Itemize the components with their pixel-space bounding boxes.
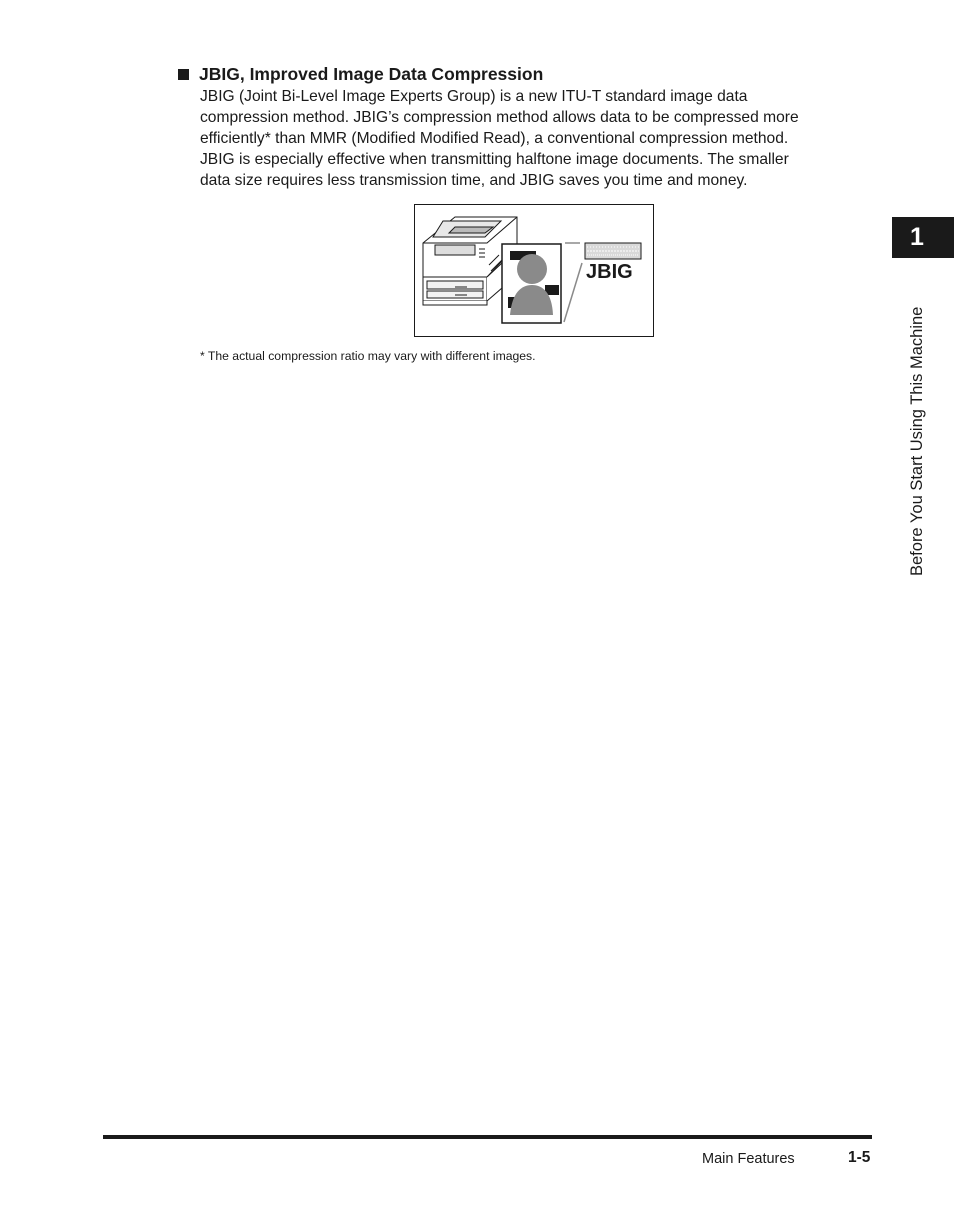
paragraph-line: JBIG (Joint Bi-Level Image Experts Group) is a new ITU-T standard image data [200, 88, 748, 105]
paragraph-line: data size requires less transmission time, and JBIG saves you time and money. [200, 172, 748, 189]
square-bullet-icon [178, 69, 189, 80]
footer-section-label: Main Features [702, 1151, 795, 1167]
section-heading-text: JBIG, Improved Image Data Compression [199, 64, 544, 84]
section-paragraph [200, 86, 865, 191]
paragraph-line: efficiently* than MMR (Modified Modified Read), a conventional compression method. [200, 130, 789, 147]
paragraph-line: compression method. JBIG’s compression method allows data to be compressed more [200, 109, 799, 126]
chapter-title: Before You Start Using This Machine [908, 306, 926, 576]
chapter-number: 1 [910, 223, 924, 251]
jbig-illustration [414, 204, 654, 337]
section-heading [178, 63, 543, 85]
footer-divider [103, 1135, 872, 1139]
footnote: * The actual compression ratio may vary with different images. [200, 349, 536, 363]
jbig-label: JBIG [586, 261, 633, 283]
paragraph-line: JBIG is especially effective when transmitting halftone image documents. The smaller [200, 151, 789, 168]
page-number: 1-5 [848, 1149, 871, 1166]
chapter-tab [892, 217, 954, 258]
